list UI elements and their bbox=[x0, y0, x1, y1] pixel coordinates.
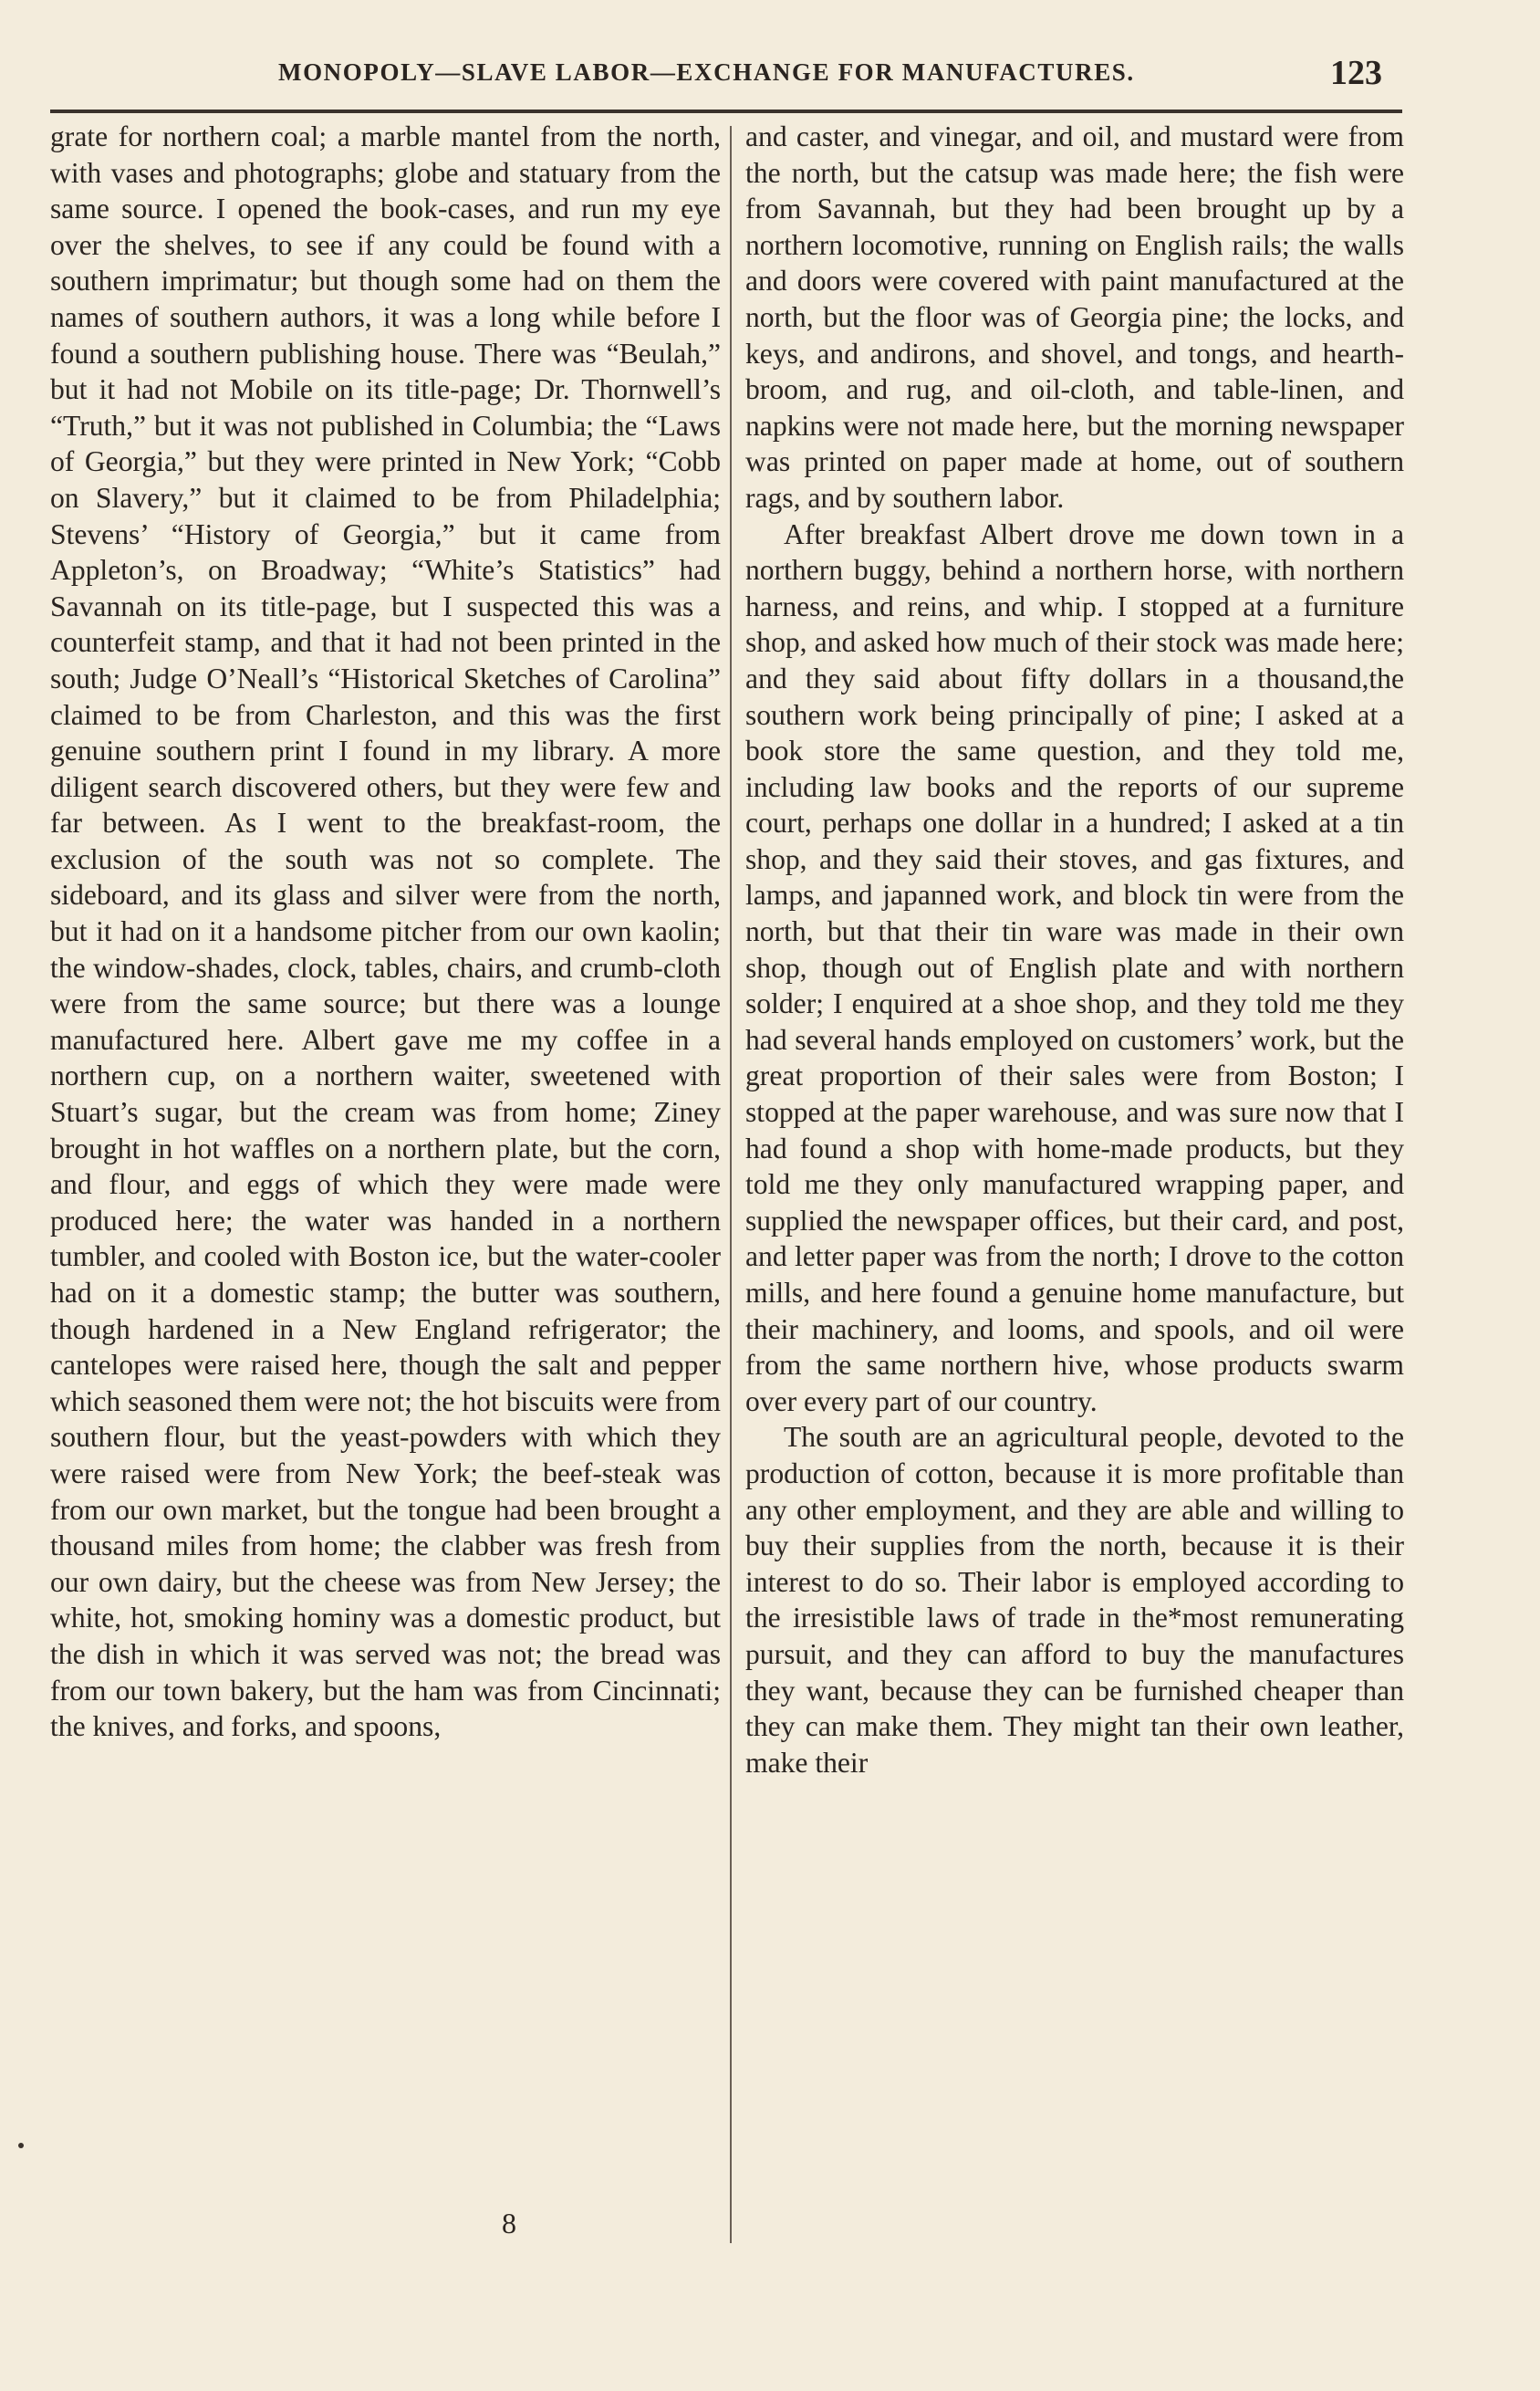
right-paragraph-1: and caster, and vinegar, and oil, and mustard were from the north, but the catsup was made here; the fish were from Savannah, but they had been brought up by a northern locomotive, running on English rails; the walls and doors were covered with paint manufactured at the north, but the floor was of Georgia pine; the locks, and keys, and andirons, and shovel, and tongs, and hearth-broom, and rug, and oil-cloth, and table-linen, and napkins were not made here, but the morning newspaper was printed on paper made at home, out of southern rags, and by southern labor. bbox=[745, 120, 1404, 514]
right-paragraph-3: The south are an agricultural people, devoted to the production of cotton, because it is more profitable than any other employment, and they are able and willing to buy their supplies from the north, because it is their interest to do so. Their labor is employed according to the irresistible laws of trade in the*most remunerating pursuit, and they can afford to buy the manufactures they want, because they can be furnished cheaper than they can make them. They might tan their own leather, make their bbox=[745, 1421, 1404, 1779]
right-column bbox=[745, 119, 1404, 1780]
signature-mark: 8 bbox=[502, 2207, 516, 2240]
header-rule bbox=[50, 110, 1402, 113]
running-header bbox=[50, 53, 1400, 99]
margin-mark bbox=[18, 2143, 24, 2148]
page-number: 123 bbox=[1330, 54, 1382, 92]
left-paragraph-1: grate for northern coal; a marble mantel from the north, with vases and photographs; globe and statuary from the same source. I opened the book-cases, and run my eye over the shelves, to see if any could be found with a southern imprimatur; but though some had on them the names of southern authors, it was a long while before I found a southern publishing house. There was “Beulah,” but it had not Mobile on its title-page; Dr. Thornwell’s “Truth,” but it was not published in Columbia; the “Laws of Georgia,” but they were printed in New York; “Cobb on Slavery,” but it claimed to be from Philadelphia; Stevens’ “History of Georgia,” but it came from Appleton’s, on Broadway; “White’s Statistics” had Savannah on its title-page, but I suspected this was a counterfeit stamp, and that it had not been printed in the south; Judge O’Neall’s “Historical Sketches of Carolina” claimed to be from Charleston, and this was the first genuine southern print I found in my library. A more diligent search discovered others, but they were few and far between. As I went to the breakfast-room, the exclusion of the south was not so complete. The sideboard, and its glass and silver were from the north, but it had on it a handsome pitcher from our own kaolin; the window-shades, clock, tables, chairs, and crumb-cloth were from the same source; but there was a lounge manufactured here. Albert gave me my coffee in a northern cup, on a northern waiter, sweetened with Stuart’s sugar, but the cream was from home; Ziney brought in hot waffles on a northern plate, but the corn, and flour, and eggs of which they were made were produced here; the water was handed in a northern tumbler, and cooled with Boston ice, but the water-cooler had on it a domestic stamp; the butter was southern, though hardened in a New England refrigerator; the cantelopes were raised here, though the salt and pepper which seasoned them were not; the hot biscuits were from southern flour, but the yeast-powders with which they were raised were from New York; the beef-steak was from our own market, but the tongue had been brought a thousand miles from home; the clabber was fresh from our own dairy, but the cheese was from New Jersey; the white, hot, smoking hominy was a domestic product, but the dish in which it was served was not; the bread was from our town bakery, but the ham was from Cincinnati; the knives, and forks, and spoons, bbox=[50, 120, 721, 1743]
right-paragraph-2: After breakfast Albert drove me down town in a northern buggy, behind a northern horse, with northern harness, and reins, and whip. I stopped at a furniture shop, and asked how much of their stock was made here; and they said about fifty dollars in a thousand,the southern work being principally of pine; I asked at a book store the same question, and they told me, including law books and the reports of our supreme court, perhaps one dollar in a hundred; I asked at a tin shop, and they said their stoves, and gas fixtures, and lamps, and japanned work, and block tin were from the north, but that their tin ware was made in their own shop, though out of English plate and with northern solder; I enquired at a shoe shop, and they told me they had several hands employed on customers’ work, but the great proportion of their sales were from Boston; I stopped at the paper warehouse, and was sure now that I had found a shop with home-made products, but they told me they only manufactured wrapping paper, and supplied the newspaper offices, but their card, and post, and letter paper was from the north; I drove to the cotton mills, and here found a genuine home manufacture, but their machinery, and looms, and spools, and oil were from the same northern hive, whose products swarm over every part of our country. bbox=[745, 517, 1404, 1417]
left-column bbox=[50, 119, 721, 1745]
column-divider bbox=[730, 126, 732, 2243]
running-head-title: MONOPOLY—SLAVE LABOR—EXCHANGE FOR MANUFACTURES. bbox=[278, 58, 1135, 86]
